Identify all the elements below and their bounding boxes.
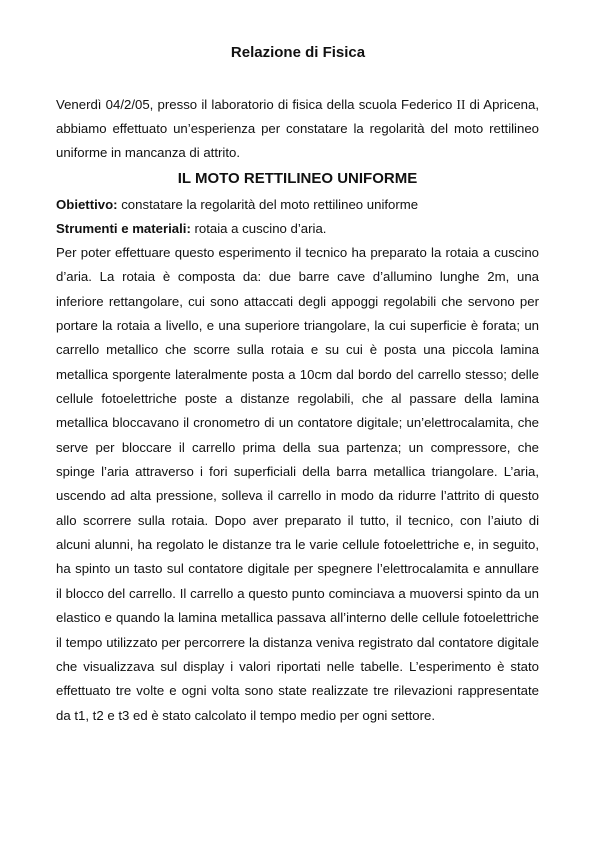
- objective-line: [56, 193, 539, 217]
- main-section: [56, 168, 539, 728]
- document-title: Relazione di Fisica: [230, 44, 366, 61]
- objective-label: Obiettivo:: [56, 197, 118, 212]
- materials-text: rotaia a cuscino d’aria.: [190, 221, 327, 236]
- intro-roman-numeral: II: [456, 97, 466, 112]
- intro-text-start: Venerdì 04/2/05, presso il laboratorio di fisica della scuola Federico: [56, 97, 457, 112]
- body-paragraph: Per poter effettuare questo esperimento il tecnico ha preparato la rotaia a cuscino d’aria. La rotaia è composta da: due barre cave d’allumino lunghe 2m, una inferiore rettangolare, cui sono attaccati degli appoggi regolabili che servono per portare la rotaia a livello, e una superiore triangolare, la cui superficie è forata; un carrello metallico che scorre sulla rotaia e su cui è posta una piccola lamina metallica sporgente lateralmente posta a 10cm dal bordo del carrello stesso; delle cellule fotoelettriche poste a distanze regolabili, che al passare della lamina metallica bloccavano il cronometro di un contatore digitale; un’elettrocalamita, che serve per bloccare il carrello prima della sua partenza; un compressore, che spinge l’aria attraverso i fori superficiali della barra metallica triangolare. L’aria, uscendo ad alta pressione, solleva il carrello in modo da ridurre l’attrito di questo allo scorrere sulla rotaia. Dopo aver preparato il tutto, il tecnico, con l’aiuto di alcuni alunni, ha regolato le distanze tra le varie cellule fotoelettriche e, in seguito, ha spinto un tasto sul contatore digitale per spegnere l’elettrocalamita e annullare il blocco del carrello. Il carrello a questo punto cominciava a muoversi spinto da un elastico e quando la lamina metallica passava all’interno delle cellule fotoelettriche il tempo utilizzato per percorrere la distanza veniva registrato dal contatore digitale che visualizzava sul display i valori riportati nelle tabelle. L’esperimento è stato effettuato tre volte e ogni volta sono state realizzate tre rilevazioni rappresentate da t1, t2 e t3 ed è stato calcolato il tempo medio per ogni settore.: [56, 245, 539, 723]
- intro-text-end: di Apricena, abbiamo effettuato un’esperienza per constatare la regolarità del moto rettilineo uniforme in mancanza di attrito.: [56, 97, 540, 160]
- materials-label: Strumenti e materiali:: [56, 221, 191, 236]
- section-heading: IL MOTO RETTILINEO UNIFORME: [177, 170, 418, 187]
- intro-paragraph: [56, 93, 539, 165]
- materials-line: [56, 217, 539, 241]
- objective-text: constatare la regolarità del moto rettilineo uniforme: [117, 197, 419, 212]
